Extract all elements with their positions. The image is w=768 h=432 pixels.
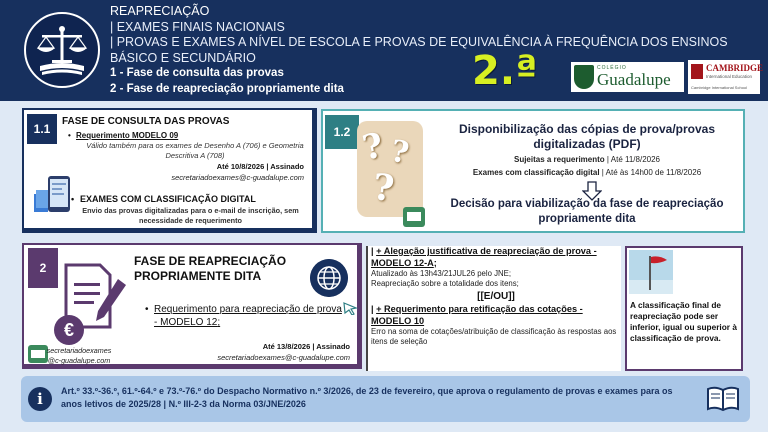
digital-classification-desc: Envio das provas digitalizadas para o e-mail de inscrição, sem necessidade de requerimento [82,206,299,225]
grade-badge-number: 2.ª [472,48,538,94]
email-address-left-user: secretariadoexames [46,346,112,355]
flag-icon [629,250,673,294]
deadline-text [217,162,304,171]
pointer-arrow-icon [342,301,358,315]
cambridge-logo-school: Cambridge International School [691,85,748,90]
scales-of-justice-icon [24,12,100,88]
question-mark-icon: ? [388,133,412,172]
step-number-1-2: 1.2 [325,115,359,149]
item-prefix: | [371,304,377,314]
card-reapreciacao [22,243,362,369]
retificacao-modelo-10-link[interactable] [371,304,621,327]
card-title: Disponibilização das cópias de prova/provas digitalizadas (PDF) [458,122,716,151]
header-banner [0,0,768,101]
cambridge-logo-name: CAMBRIDGE [706,63,764,73]
step-number-2: 2 [28,248,58,288]
grade-badge [472,48,538,96]
guadalupe-logo [571,62,684,92]
alegacao-modelo-12a-label: + Alegação justificativa de reapreciação de prova - MODELO 12-A [371,246,597,268]
euro-icon: € [54,315,84,345]
scope-note: Reapreciação sobre a totalidade dos itens; [371,279,519,288]
guadalupe-logo-small: COLÉGIO [597,65,627,71]
question-marks-image [357,121,423,217]
header-phase-2: 2 - Fase de reapreciação propriamente dita [110,82,344,95]
cambridge-shield-icon [691,64,703,79]
legal-reference-text: Art.º 33.º-36.º, 61.º-64.º e 73.º-76.º do Despacho Normativo n.º 3/2026, de 23 de fevereiro, que aprova o regulamento de provas e exames para os anos letivos de 2025/28 | N.º III-2-3 da Norma 03/JNE/2026 [61,386,673,409]
question-mark-icon: ? [370,166,397,210]
requerimento-modelo-12-suffix: ; [217,317,221,328]
requirement-deadline-date: | Até 11/8/2026 [604,155,660,164]
additional-requirements-panel [366,246,621,371]
retificacao-desc: Erro na soma de cotações/atribuição de classificação às respostas aos itens de seleção [371,327,617,346]
requirement-deadline-label: Sujeitas a requerimento [513,155,605,164]
digital-deadline-date: | Até às 14h00 de 11/8/2026 [599,168,702,177]
requerimento-modelo-09-link[interactable]: • Requerimento MODELO 09 [76,131,178,140]
header-phase-1: 1 - Fase de consulta das provas [110,67,284,79]
email-address-left[interactable] [34,346,124,366]
question-mark-icon: ? [359,125,387,169]
email-address[interactable]: secretariadoexames@c-guadalupe.com [217,353,350,362]
card-title: FASE DE REAPRECIAÇÃO PROPRIAMENTE DITA [134,254,287,283]
requerimento-modelo-12-label: Requerimento para reapreciação de prova - MODELO 12 [154,304,342,328]
card-classificacao-final [625,246,743,371]
decision-text: Decisão para viabilização da fase de reapreciação propriamente dita [450,198,724,225]
digital-classification-heading: • EXAMES COM CLASSIFICAÇÃO DIGITAL [80,194,256,204]
requerimento-modelo-12-link[interactable] [154,303,344,329]
and-or-separator: [[E/OU]] [477,291,515,302]
card-copias-prova [321,109,745,233]
card-consulta-provas [22,108,317,233]
guadalupe-logo-name: Guadalupe [597,70,671,89]
deadline-suffix: | Assinado [264,162,304,171]
globe-icon [310,259,348,297]
legal-footer [21,376,750,422]
alegacao-modelo-12a-link[interactable] [371,246,621,269]
email-icon [403,207,425,227]
deadline-date: Até 13/8/2026 [262,342,311,351]
cambridge-logo-sub: International Education [706,74,753,79]
final-classification-text: A classificação final de reapreciação pode ser inferior, igual ou superior à classificação de prova. [630,300,737,343]
card-title: FASE DE CONSULTA DAS PROVAS [62,116,230,127]
header-subtitle-national: | EXAMES FINAIS NACIONAIS [110,19,285,34]
header-subtitle-school: | PROVAS E EXAMES A NÍVEL DE ESCOLA E PROVAS DE EQUIVALÊNCIA À FREQUÊNCIA DOS ENSINOS BÁSICO E SECUNDÁRIO [110,35,728,65]
retificacao-modelo-10-label: + Requerimento para retificação das cotações - MODELO 10 [371,304,583,326]
cambridge-logo [688,60,764,94]
digital-deadline [431,168,743,177]
deadline-date: Até 10/8/2026 [216,162,265,171]
email-address-left-domain: @c-guadalupe.com [47,356,111,365]
deadline-suffix: | Assinado [310,342,350,351]
valid-note: Válido também para os exames de Desenho A (706) e Geometria Descritiva A (708) [86,141,304,160]
requirement-deadline [431,155,743,164]
deadline-text [263,342,350,351]
email-address[interactable]: secretariadoexames@c-guadalupe.com [171,173,304,182]
open-book-icon [706,385,740,413]
guadalupe-shield-icon [574,65,594,89]
step-number-1-1: 1.1 [27,114,57,144]
info-icon: i [28,387,52,411]
item-prefix: | [371,246,377,256]
header-title: REAPRECIAÇÃO [110,4,210,18]
digital-deadline-label: Exames com classificação digital [472,168,600,177]
update-note: Atualizado às 13h43/21JUL26 pelo JNE; [371,269,512,278]
item-suffix: ; [433,257,437,268]
